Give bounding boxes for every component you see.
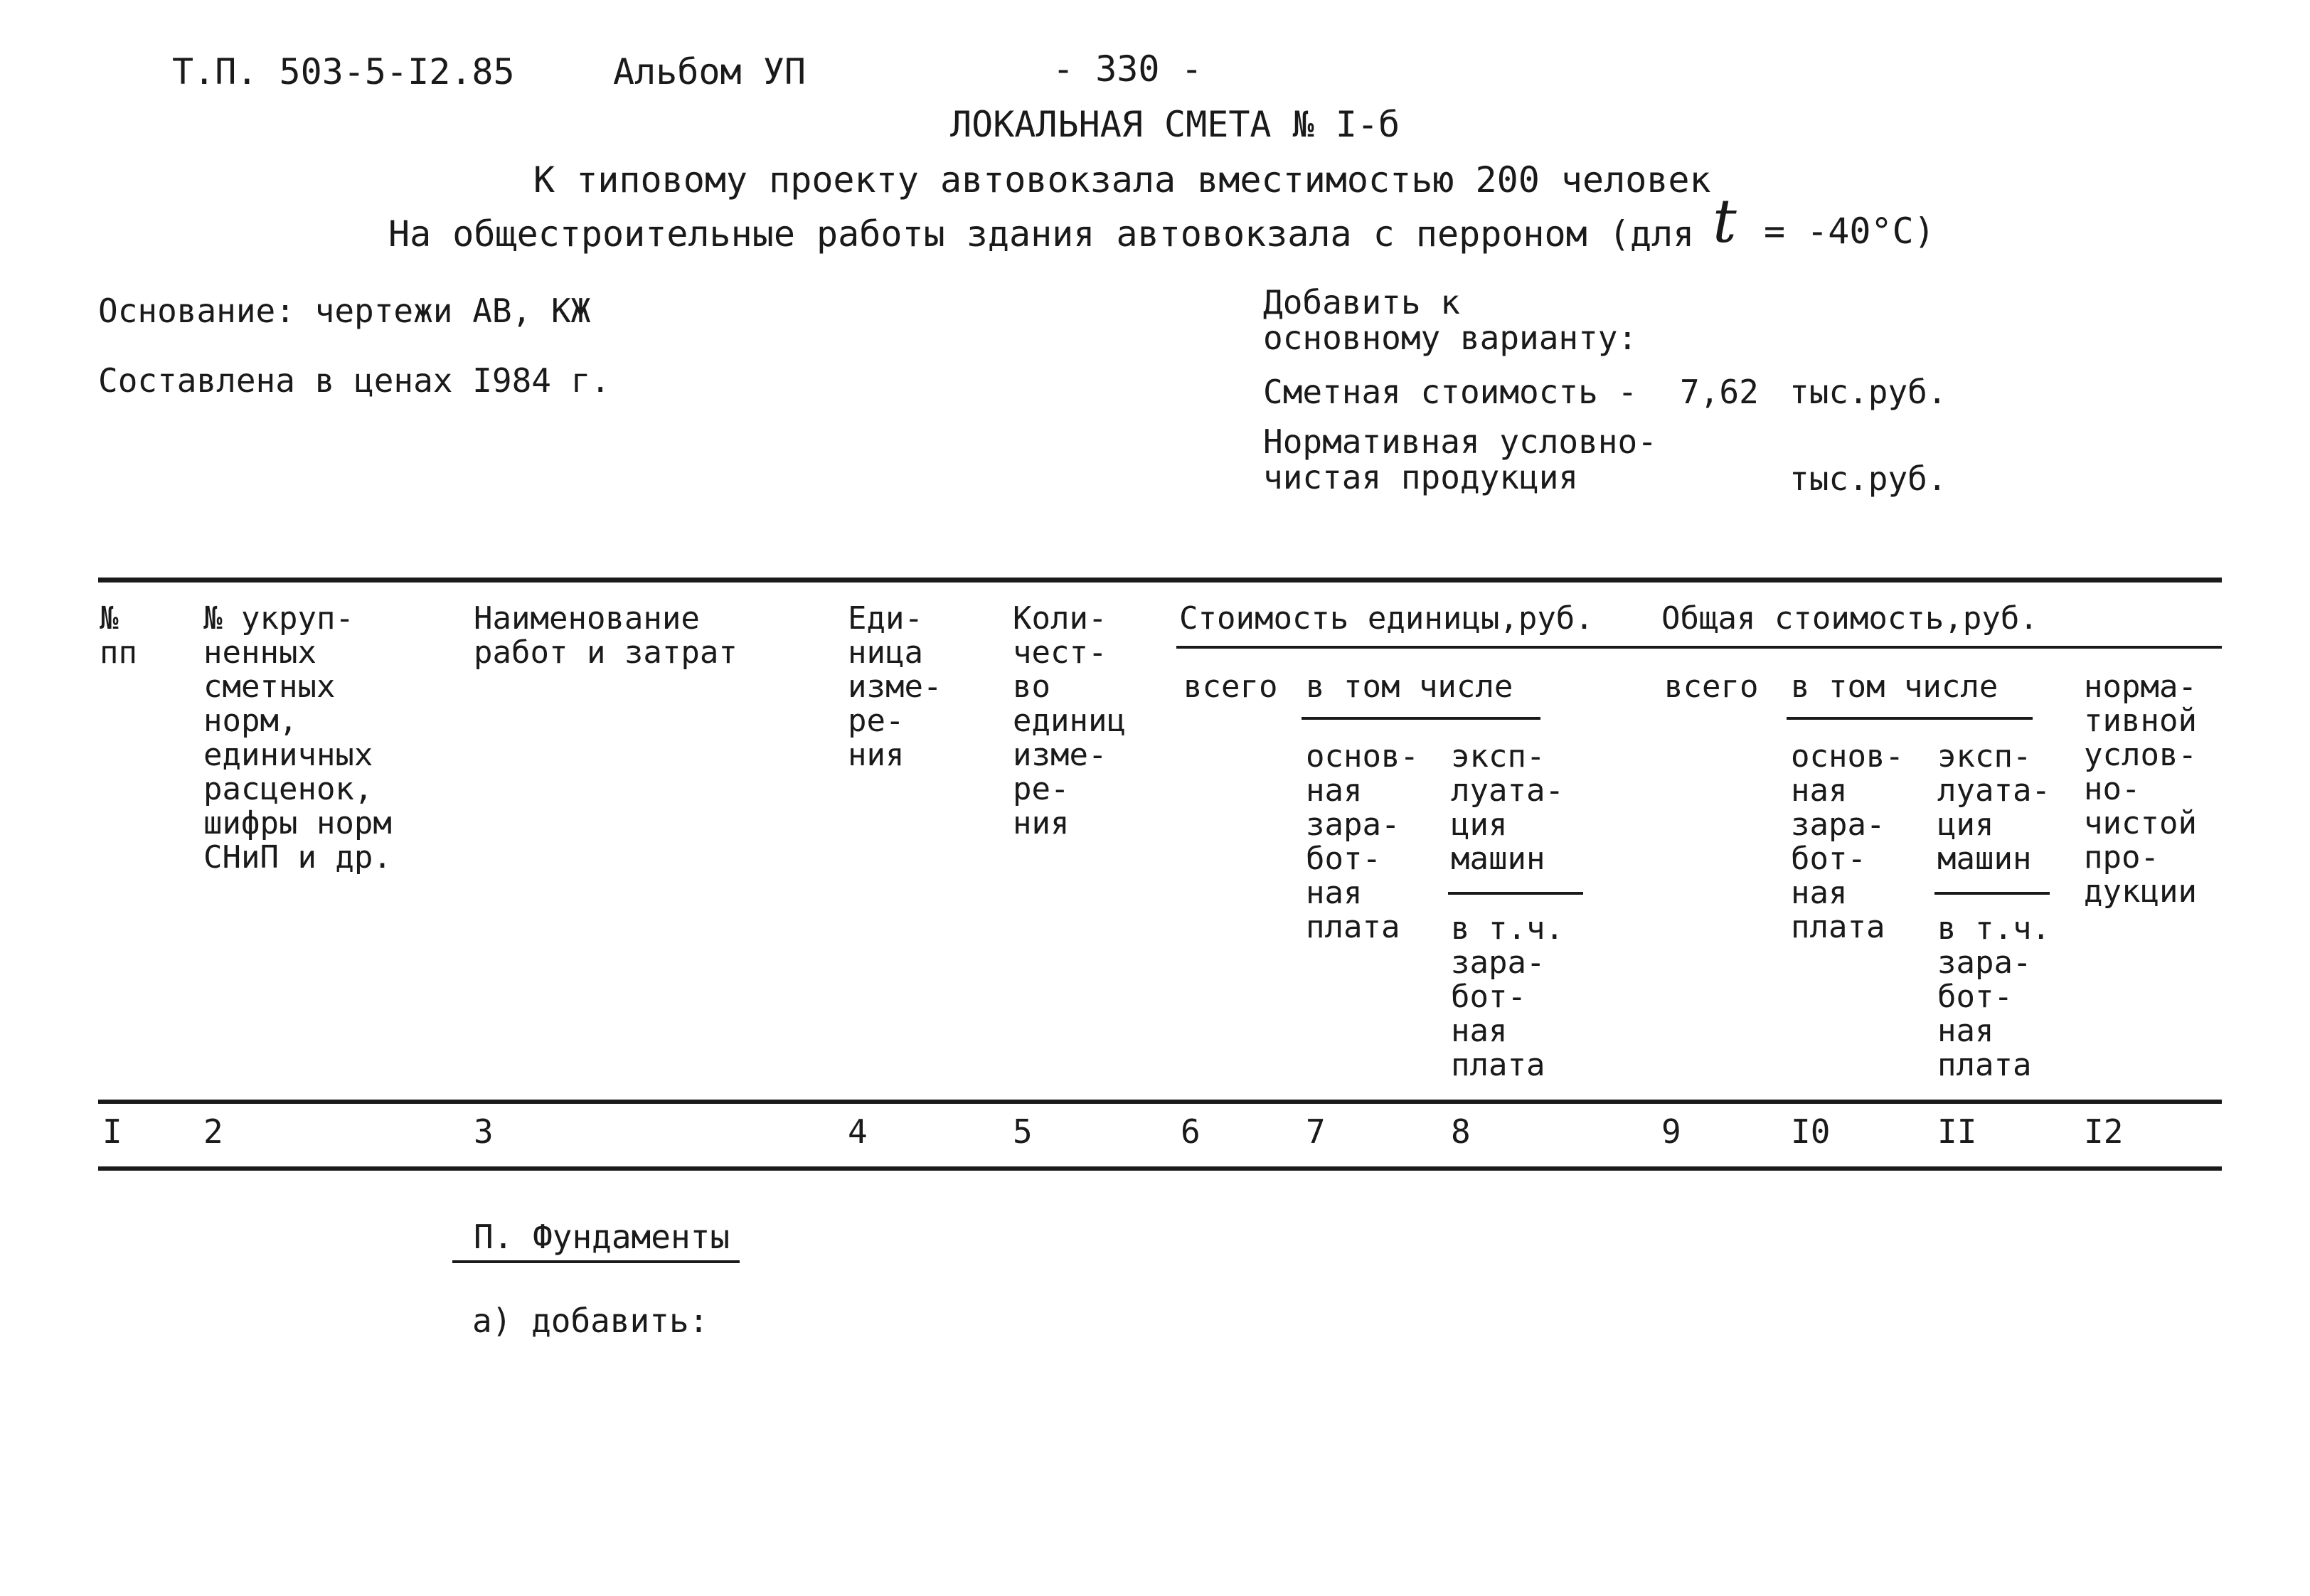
cost-label: Сметная стоимость - (1263, 373, 1638, 411)
column-number: I (102, 1112, 122, 1151)
cost-group-rule (1176, 646, 2222, 649)
total-incl-rule (1787, 717, 2033, 720)
column-number: I0 (1791, 1112, 1831, 1151)
estimate-title: ЛОКАЛЬНАЯ СМЕТА № I-б (950, 104, 1400, 145)
column-number: I2 (2084, 1112, 2124, 1151)
album-label: Альбом УП (613, 51, 806, 92)
unit-machine-rule (1448, 892, 1583, 895)
prices-line: Составлена в ценах I984 г. (98, 361, 611, 400)
header-unit-total: всего (1183, 669, 1278, 705)
header-col-11-wage: в т.ч. зара- бот- ная плата (1937, 910, 2050, 1083)
section-title: П. Фундаменты (452, 1218, 740, 1263)
page-number: - 330 - (1053, 48, 1203, 90)
column-number: 6 (1181, 1112, 1201, 1151)
header-bottom-rule (98, 1100, 2222, 1104)
header-col-1: № пп (100, 600, 137, 671)
column-number: 2 (203, 1112, 223, 1151)
add-to-variant (1263, 284, 1637, 356)
normative-product (1263, 424, 1657, 495)
header-col-2: № укруп- ненных сметных норм, единичных расценок, шифры норм СНиП и др. (203, 600, 392, 876)
header-col-10: основ- ная зара- бот- ная плата (1791, 738, 1904, 945)
header-col-7: основ- ная зара- бот- ная плата (1306, 738, 1419, 945)
header-col-8-machines: эксп- луата- ция машин (1451, 738, 1564, 877)
header-col-12: норма- тивной услов- но- чистой про- дукции (2084, 669, 2197, 910)
project-description: К типовому проекту автовокзала вместимостью 200 человек (533, 159, 1711, 201)
header-col-4: Еди- ница изме- ре- ния (848, 600, 942, 773)
basis-line: Основание: чертежи АВ, КЖ (98, 292, 591, 330)
norm-line-1: Нормативная условно- (1263, 422, 1657, 461)
add-line-1: Добавить к (1263, 283, 1460, 321)
header-col-11-machines: эксп- луата- ция машин (1937, 738, 2050, 877)
header-total-total: всего (1664, 669, 1759, 705)
numbers-bottom-rule (98, 1166, 2222, 1171)
temperature-symbol: t (1713, 186, 1737, 256)
header-col-5: Коли- чест- во единиц изме- ре- ния (1013, 600, 1126, 841)
norm-line-2: чистая продукция (1263, 458, 1579, 496)
unit-incl-rule (1302, 717, 1540, 720)
header-col-3: Наименование работ и затрат (474, 600, 738, 671)
cost-value: 7,62 (1680, 373, 1759, 411)
table-top-rule (98, 578, 2222, 582)
header-unit-including: в том числе (1306, 669, 1513, 705)
subsection-add: а) добавить: (472, 1302, 709, 1340)
column-number: II (1937, 1112, 1977, 1151)
header-total-cost: Общая стоимость,руб. (1661, 600, 2038, 637)
column-number: 7 (1306, 1112, 1326, 1151)
header-total-including: в том числе (1791, 669, 1998, 705)
column-number: 3 (474, 1112, 494, 1151)
header-col-8-wage: в т.ч. зара- бот- ная плата (1451, 910, 1564, 1083)
column-number: 8 (1451, 1112, 1471, 1151)
column-number: 5 (1013, 1112, 1033, 1151)
column-number: 4 (848, 1112, 868, 1151)
header-unit-cost: Стоимость единицы,руб. (1179, 600, 1594, 637)
total-machine-rule (1934, 892, 2050, 895)
add-line-2: основному варианту: (1263, 319, 1638, 357)
column-number: 9 (1661, 1112, 1681, 1151)
project-code: Т.П. 503-5-I2.85 (172, 51, 515, 92)
cost-unit: тыс.руб. (1789, 373, 1947, 411)
temperature-value: = -40°С) (1764, 211, 1935, 252)
works-description: На общестроительные работы здания автовокзала с перроном (для (388, 213, 1695, 255)
norm-unit: тыс.руб. (1789, 459, 1947, 498)
